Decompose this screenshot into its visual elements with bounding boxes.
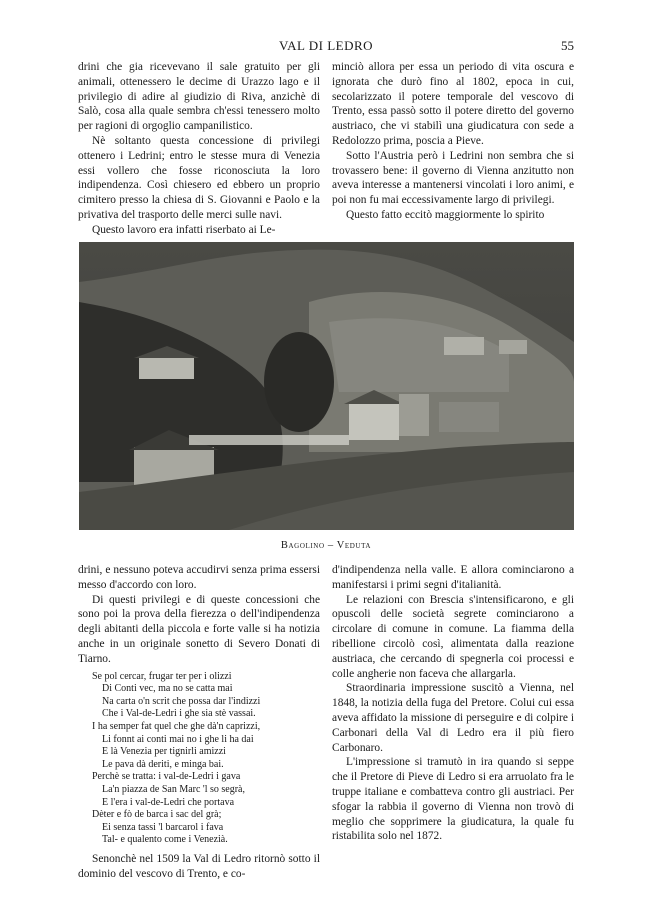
poem-line: Di Conti vec, ma no se catta mai [102,683,233,695]
paragraph: Di questi privilegi e di queste concessioni che sono poi la prova della fierezza o dell'indipendenza degli abitanti della piccola e forte valle si ha notizia anche in un originale sonetto di Severo Donati di Tiarno. [78,593,320,665]
landscape-photo [79,242,574,530]
poem-line: Li fonnt ai conti mai no i ghe li ha dai [102,733,254,745]
poem-line: Na carta o'n scrit che possa dar l'indizzi [102,695,261,707]
page-header [78,38,574,56]
house-shape [139,357,194,379]
poem-line: Tal- e qualento come i Venezià. [102,834,228,846]
poem-line: Le pava dà deriti, e minga bai. [102,758,224,770]
paragraph: drini, e nessuno poteva accudirvi senza prima essersi messo d'accordo con loro. [78,564,320,591]
poem-line: Se pol cercar, frugar ter per i olizzi [92,670,232,682]
paragraph: drini che gia ricevevano il sale gratuito per gli animali, ottenessero le decime di Urazzo lago e il privilegio di adire al giudizio di Riva, anzichè di Salò, cosa alla quale sembra ch'essi tenessero molto per ragioni di orgoglio campanilistico. [78,61,320,133]
paragraph: Nè soltanto questa concessione di privilegi ottenero i Ledrini; entro le stesse mura di Venezia essi vollero che fosse riconosciuta la loro indipendenza. Così chiesero ed ebbero un proprio cimitero presso la chiesa di S. Giovanni e Paolo e la privativa del trasporto delle merci sulle navi. [78,134,320,221]
poem-line: Che i Val-de-Ledri i ghe sia stè vassai. [102,708,256,720]
paragraph: Sotto l'Austria però i Ledrini non sembra che si trovassero bene: il governo di Vienna anzitutto non aveva interesse a mantenersi vincolati i loro animi, e poi non fu mai eccessivamente largo di privilegi. [332,149,574,207]
paragraph: Le relazioni con Brescia s'intensificarono, e gli opuscoli delle società segrete cominciarono a circolare di comune in comune. La fiamma della ribellione circolò così, alimentata dalla reazione austriaca, che cercando di spegnerla coi processi e colle angherie non faceva che allargarla. [332,593,574,680]
poem-line: E là Venezia per tignirli amizzi [102,746,226,758]
poem-line: Perchè se tratta: i val-de-Ledri i gava [92,771,241,783]
paragraph: L'impressione si tramutò in ira quando si seppe che il Pretore di Pieve di Ledro si era arruolato fra le truppe italiane e combatteva contro gli austriaci. Per sfogar la rabbia il governo di Vienna non trovò di meglio che sopprimere la giudicatura, la quale fu ristabilita solo nel 1872. [332,756,574,843]
poem-line: E l'era i val-de-Ledri che portava [102,796,235,808]
poem-line: La'n piazza de San Marc 'l so segrà, [102,783,245,795]
poem-line: Ei senza tassi 'l barcarol i fava [102,821,224,833]
sonnet [78,671,320,847]
column-top-right [332,60,574,223]
column-bottom-right [332,563,574,844]
poem-line: I ha semper fat quel che ghe dà'n caprizzi, [92,720,261,732]
photo-illustration [79,242,574,530]
photo-caption: Bagolino – Veduta [280,540,372,551]
paragraph: minciò allora per essa un periodo di vita oscura e ignorata che durò fino al 1802, epoca in cui, secolarizzato il potere temporale del vescovo di Trento, essa passò sotto il potere diretto del governo austriaco, che vi stabilì una giudicatura con sede a Redolozzo prima, poscia a Pieve. [332,61,574,147]
page-number: 55 [561,38,574,53]
paragraph: Straordinaria impressione suscitò a Vienna, nel 1848, la notizia della fuga del Pretore. Colui cui essa aveva affidato la missione di perseguire e di colpire i Carbonari della Val di Ledro era il più fiero Carbonaro. [332,682,574,754]
paragraph: Questo fatto eccitò maggiormente lo spirito [346,208,545,221]
paragraph: Questo lavoro era infatti riserbato ai Le- [92,223,276,236]
column-bottom-left [78,563,320,881]
paragraph: d'indipendenza nella valle. E allora cominciarono a manifestarsi i primi segni d'italianità. [332,564,574,591]
column-top-left [78,60,320,238]
poem-line: Dèter e fò de barca i sac del grà; [92,809,222,821]
running-title: VAL DI LEDRO [278,38,374,53]
paragraph: Senonchè nel 1509 la Val di Ledro ritornò sotto il dominio del vescovo di Trento, e co- [78,852,320,880]
